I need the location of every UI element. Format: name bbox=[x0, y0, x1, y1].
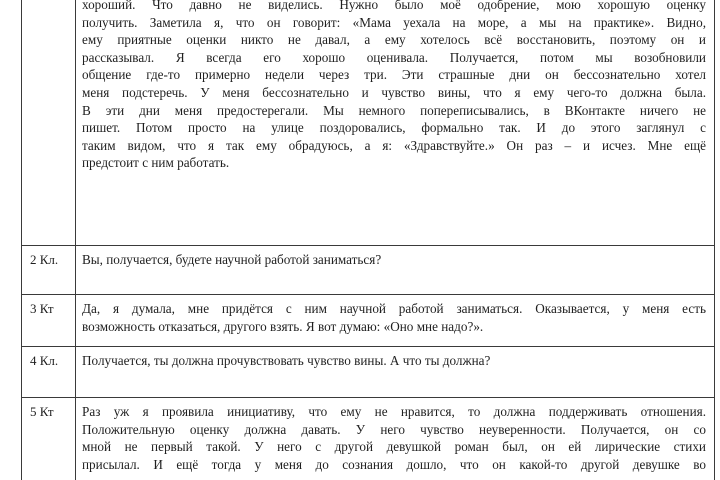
table-row bbox=[22, 398, 715, 480]
speaker-cell bbox=[22, 246, 76, 295]
utterance-line: получить. Заметила я, что он говорит: «Мама уехала на море, а мы на практике». Видно, bbox=[82, 14, 706, 30]
utterance-line: Вы, получается, будете научной работой заниматься? bbox=[82, 252, 382, 267]
utterance-text bbox=[76, 295, 714, 335]
utterance-line: возможность отказаться, другого взять. Я вот думаю: «Оно мне надо?». bbox=[82, 318, 484, 334]
utterance-line: Раз уж я проявила инициативу, что ему не нравится, то должна поддерживать отношения. bbox=[82, 404, 706, 419]
utterance-line: Положительную оценку должна давать. У него чувство неуверенности. Получается, он со bbox=[82, 421, 706, 437]
utterance-line: предстоит с ним работать. bbox=[82, 155, 230, 171]
utterance-line: общение где-то примерно недели через три. Эти страшные дни он бессознательно хотел bbox=[82, 67, 706, 83]
utterance-cell bbox=[76, 295, 715, 347]
utterance-text bbox=[76, 0, 714, 172]
utterance-line: мной не первый такой. У него с другой девушкой роман был, он ей лирические стихи bbox=[82, 439, 706, 455]
utterance-line: присылал. И ещё тогда у меня до сознания дошло, что он какой-то другой девушке во bbox=[82, 456, 706, 472]
speaker-cell bbox=[22, 0, 76, 246]
utterance-line: меня подстеречь. У меня бессознательно и чувство вины, что я ему чего-то должна была. bbox=[82, 84, 706, 100]
utterance-text bbox=[76, 398, 714, 473]
speaker-cell bbox=[22, 295, 76, 347]
utterance-cell bbox=[76, 398, 715, 480]
speaker-cell bbox=[22, 347, 76, 398]
utterance-line: таким видом, что я так ему обрадуюсь, а я: «Здравствуйте.» Он раз – и исчез. Мне ещё bbox=[82, 137, 706, 153]
speaker-label: 5 Кт bbox=[30, 404, 54, 419]
utterance-text bbox=[76, 246, 714, 269]
utterance-line: ему приятные оценки никто не давал, а ему хотелось всё восстановить, поэтому он и bbox=[82, 32, 706, 48]
table-row bbox=[22, 295, 715, 347]
table-row bbox=[22, 347, 715, 398]
utterance-line: хороший. Что давно не виделись. Нужно было моё одобрение, мою хорошую оценку bbox=[82, 0, 706, 12]
table-row bbox=[22, 246, 715, 295]
utterance-cell bbox=[76, 347, 715, 398]
utterance-line: Получается, ты должна прочувствовать чувство вины. А что ты должна? bbox=[82, 353, 491, 368]
speaker-label: 2 Кл. bbox=[30, 252, 59, 267]
speaker-cell bbox=[22, 398, 76, 480]
utterance-text bbox=[76, 347, 714, 370]
utterance-cell bbox=[76, 0, 715, 246]
utterance-line: Да, я думала, мне придётся с ним научной работой заниматься. Оказывается, у меня есть bbox=[82, 301, 706, 316]
utterance-line: пишет. Потом просто на улице поздоровались, формально так. И до этого заглянул с bbox=[82, 120, 706, 136]
table-row bbox=[22, 0, 715, 246]
utterance-line: В эти дни меня предостерегали. Мы немного попереписывались, в ВКонтакте ничего не bbox=[82, 102, 706, 118]
speaker-label: 3 Кт bbox=[30, 301, 54, 316]
utterance-line: рассказывал. Я всегда его хорошо оценивала. Получается, потом мы возобновили bbox=[82, 49, 706, 65]
utterance-cell bbox=[76, 246, 715, 295]
speaker-label: 4 Кл. bbox=[30, 353, 59, 368]
transcript-table bbox=[21, 0, 715, 480]
